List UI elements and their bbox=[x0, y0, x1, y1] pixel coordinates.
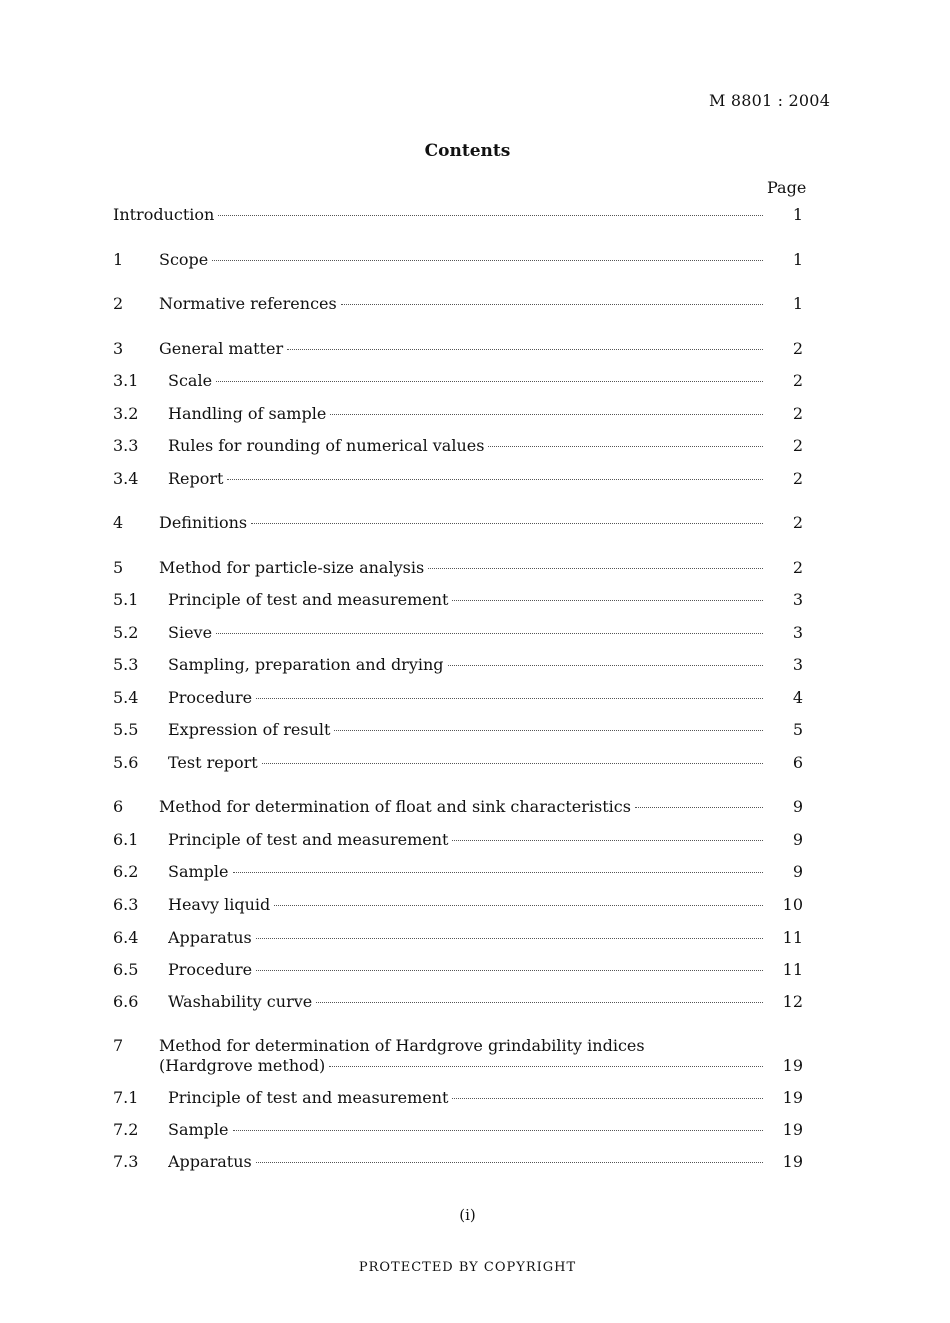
toc-entry-number: 5.3 bbox=[113, 655, 139, 674]
doc-number: M 8801 : 2004 bbox=[709, 91, 831, 110]
toc-entry-page: 5 bbox=[792, 720, 803, 739]
toc-entry-number: 3.3 bbox=[113, 436, 139, 455]
toc-entry-title: Expression of result bbox=[168, 718, 334, 742]
toc-entry-number: 5.6 bbox=[113, 753, 139, 772]
toc-entry[interactable] bbox=[113, 990, 803, 1014]
toc-entry-page: 19 bbox=[782, 1088, 803, 1107]
toc-entry-number: 6 bbox=[113, 797, 124, 816]
toc-entry-page: 1 bbox=[792, 294, 803, 313]
dot-leader bbox=[635, 807, 763, 808]
toc-entry-title: General matter bbox=[159, 337, 287, 361]
toc-entry-page: 3 bbox=[792, 623, 803, 642]
toc-entry-title: Sample bbox=[168, 1118, 233, 1142]
toc-entry-page: 2 bbox=[792, 371, 803, 390]
toc-entry-page: 19 bbox=[782, 1152, 803, 1171]
toc-entry-page: 1 bbox=[792, 205, 803, 224]
dot-leader bbox=[227, 479, 763, 480]
toc-entry-title: Procedure bbox=[168, 686, 256, 710]
toc-entry[interactable] bbox=[113, 621, 803, 645]
toc-entry-number: 5.5 bbox=[113, 720, 139, 739]
toc-entry-number: 6.5 bbox=[113, 960, 139, 979]
toc-entry-title: Scope bbox=[159, 248, 212, 272]
dot-leader bbox=[316, 1002, 763, 1003]
toc-entry-title: Apparatus bbox=[168, 1150, 256, 1174]
toc-entry-title: Sample bbox=[168, 860, 233, 884]
dot-leader bbox=[256, 938, 763, 939]
dot-leader bbox=[287, 349, 763, 350]
dot-leader bbox=[262, 763, 763, 764]
copyright-notice: PROTECTED BY COPYRIGHT bbox=[358, 1260, 577, 1275]
toc-entry-title: Definitions bbox=[159, 511, 251, 535]
toc-entry-number: 7.3 bbox=[113, 1152, 139, 1171]
toc-entry[interactable] bbox=[113, 337, 803, 361]
toc-entry[interactable] bbox=[113, 588, 803, 612]
toc-entry-number: 5.4 bbox=[113, 688, 139, 707]
dot-leader bbox=[256, 970, 763, 971]
toc-entry[interactable] bbox=[113, 248, 803, 272]
toc-entry-number: 3.1 bbox=[113, 371, 139, 390]
dot-leader bbox=[256, 1162, 763, 1163]
toc-entry[interactable] bbox=[113, 926, 803, 950]
toc-entry-page: 2 bbox=[792, 436, 803, 455]
toc-entry-page: 2 bbox=[792, 513, 803, 532]
toc-entry[interactable] bbox=[113, 795, 803, 819]
toc-entry-title: Sampling, preparation and drying bbox=[168, 653, 448, 677]
toc-entry-number: 5.2 bbox=[113, 623, 139, 642]
dot-leader bbox=[256, 698, 763, 699]
dot-leader bbox=[216, 381, 763, 382]
toc-entry-title: Principle of test and measurement bbox=[168, 828, 452, 852]
toc-entry-page: 10 bbox=[782, 895, 803, 914]
toc-entry-page: 11 bbox=[782, 960, 803, 979]
toc-entry-title: Introduction bbox=[113, 203, 218, 227]
toc-entry-title: Normative references bbox=[159, 292, 341, 316]
toc-entry[interactable] bbox=[113, 292, 803, 316]
toc-entry[interactable] bbox=[113, 556, 803, 580]
toc-entry-page: 2 bbox=[792, 404, 803, 423]
toc-entry-title: Apparatus bbox=[168, 926, 256, 950]
dot-leader bbox=[452, 1098, 763, 1099]
toc-entry-page: 4 bbox=[792, 688, 803, 707]
dot-leader bbox=[251, 523, 763, 524]
toc-entry[interactable] bbox=[113, 1036, 803, 1076]
toc-entry-title: Report bbox=[168, 467, 227, 491]
toc-entry-number: 6.1 bbox=[113, 830, 139, 849]
toc-entry-page: 3 bbox=[792, 655, 803, 674]
toc-entry-title: Method for determination of Hardgrove grindability indices bbox=[159, 1036, 645, 1055]
dot-leader bbox=[329, 1066, 763, 1067]
toc-entry-page: 12 bbox=[782, 992, 803, 1011]
toc-entry-title-continued: (Hardgrove method) bbox=[159, 1056, 326, 1075]
toc-entry[interactable] bbox=[113, 718, 803, 742]
toc-entry[interactable] bbox=[113, 467, 803, 491]
toc-entry-page: 19 bbox=[782, 1120, 803, 1139]
toc-entry[interactable] bbox=[113, 893, 803, 917]
toc-entry-page: 11 bbox=[782, 928, 803, 947]
toc-entry-page: 6 bbox=[792, 753, 803, 772]
toc-entry-page: 2 bbox=[792, 469, 803, 488]
toc-entry-title: Principle of test and measurement bbox=[168, 1086, 452, 1110]
toc-entry-number: 3.2 bbox=[113, 404, 139, 423]
toc-entry-number: 6.4 bbox=[113, 928, 139, 947]
dot-leader bbox=[212, 260, 763, 261]
toc-entry-number: 2 bbox=[113, 294, 124, 313]
toc-entry-number: 6.6 bbox=[113, 992, 139, 1011]
toc-entry[interactable] bbox=[113, 434, 803, 458]
toc-entry-title: Principle of test and measurement bbox=[168, 588, 452, 612]
toc-entry-title: Sieve bbox=[168, 621, 216, 645]
toc-entry-page: 9 bbox=[792, 862, 803, 881]
toc-entry[interactable] bbox=[113, 511, 803, 535]
toc-entry-page: 2 bbox=[792, 339, 803, 358]
toc-entry-number: 4 bbox=[113, 513, 124, 532]
toc-entry-title: Heavy liquid bbox=[168, 893, 274, 917]
dot-leader bbox=[452, 840, 763, 841]
dot-leader bbox=[448, 665, 763, 666]
dot-leader bbox=[330, 414, 763, 415]
toc-entry[interactable] bbox=[113, 751, 803, 775]
toc-entry[interactable] bbox=[113, 1150, 803, 1174]
toc-entry-number: 5.1 bbox=[113, 590, 139, 609]
contents-title: Contents bbox=[424, 141, 511, 161]
toc-entry-number: 6.2 bbox=[113, 862, 139, 881]
toc-entry-number: 1 bbox=[113, 250, 124, 269]
dot-leader bbox=[218, 215, 763, 216]
toc-entry-page: 2 bbox=[792, 558, 803, 577]
toc-entry[interactable] bbox=[113, 1118, 803, 1142]
toc-entry-title: Procedure bbox=[168, 958, 256, 982]
dot-leader bbox=[334, 730, 763, 731]
toc-entry[interactable] bbox=[113, 203, 803, 227]
toc-entry-number: 5 bbox=[113, 558, 124, 577]
toc-entry-title: Rules for rounding of numerical values bbox=[168, 434, 488, 458]
dot-leader bbox=[341, 304, 763, 305]
toc-entry-number: 7 bbox=[113, 1036, 124, 1055]
toc-entry[interactable] bbox=[113, 653, 803, 677]
toc-entry-number: 3 bbox=[113, 339, 124, 358]
page-column-header: Page bbox=[767, 178, 807, 197]
toc-entry-title: Method for particle-size analysis bbox=[159, 556, 428, 580]
toc-entry-page: 1 bbox=[792, 250, 803, 269]
toc-entry-title: Handling of sample bbox=[168, 402, 330, 426]
toc-entry-number: 7.2 bbox=[113, 1120, 139, 1139]
dot-leader bbox=[216, 633, 763, 634]
dot-leader bbox=[233, 1130, 764, 1131]
toc-entry[interactable] bbox=[113, 1086, 803, 1110]
toc-entry-title: Scale bbox=[168, 369, 216, 393]
toc-entry-page: 3 bbox=[792, 590, 803, 609]
dot-leader bbox=[428, 568, 763, 569]
toc-entry-page: 9 bbox=[792, 830, 803, 849]
toc-entry[interactable] bbox=[113, 402, 803, 426]
toc-entry[interactable] bbox=[113, 828, 803, 852]
toc-entry-page: 9 bbox=[792, 797, 803, 816]
toc-entry[interactable] bbox=[113, 860, 803, 884]
toc-entry-number: 3.4 bbox=[113, 469, 139, 488]
toc-entry[interactable] bbox=[113, 686, 803, 710]
dot-leader bbox=[233, 872, 764, 873]
toc-entry-title: Method for determination of float and sink characteristics bbox=[159, 795, 635, 819]
toc-entry-number: 7.1 bbox=[113, 1088, 139, 1107]
toc-entry[interactable] bbox=[113, 369, 803, 393]
toc-entry-title: Washability curve bbox=[168, 990, 316, 1014]
page-marker: (i) bbox=[459, 1206, 476, 1224]
toc-entry-number: 6.3 bbox=[113, 895, 139, 914]
dot-leader bbox=[488, 446, 763, 447]
toc-entry[interactable] bbox=[113, 958, 803, 982]
toc-entry-title: Test report bbox=[168, 751, 262, 775]
dot-leader bbox=[274, 905, 763, 906]
toc-entry-page: 19 bbox=[782, 1056, 803, 1075]
dot-leader bbox=[452, 600, 763, 601]
